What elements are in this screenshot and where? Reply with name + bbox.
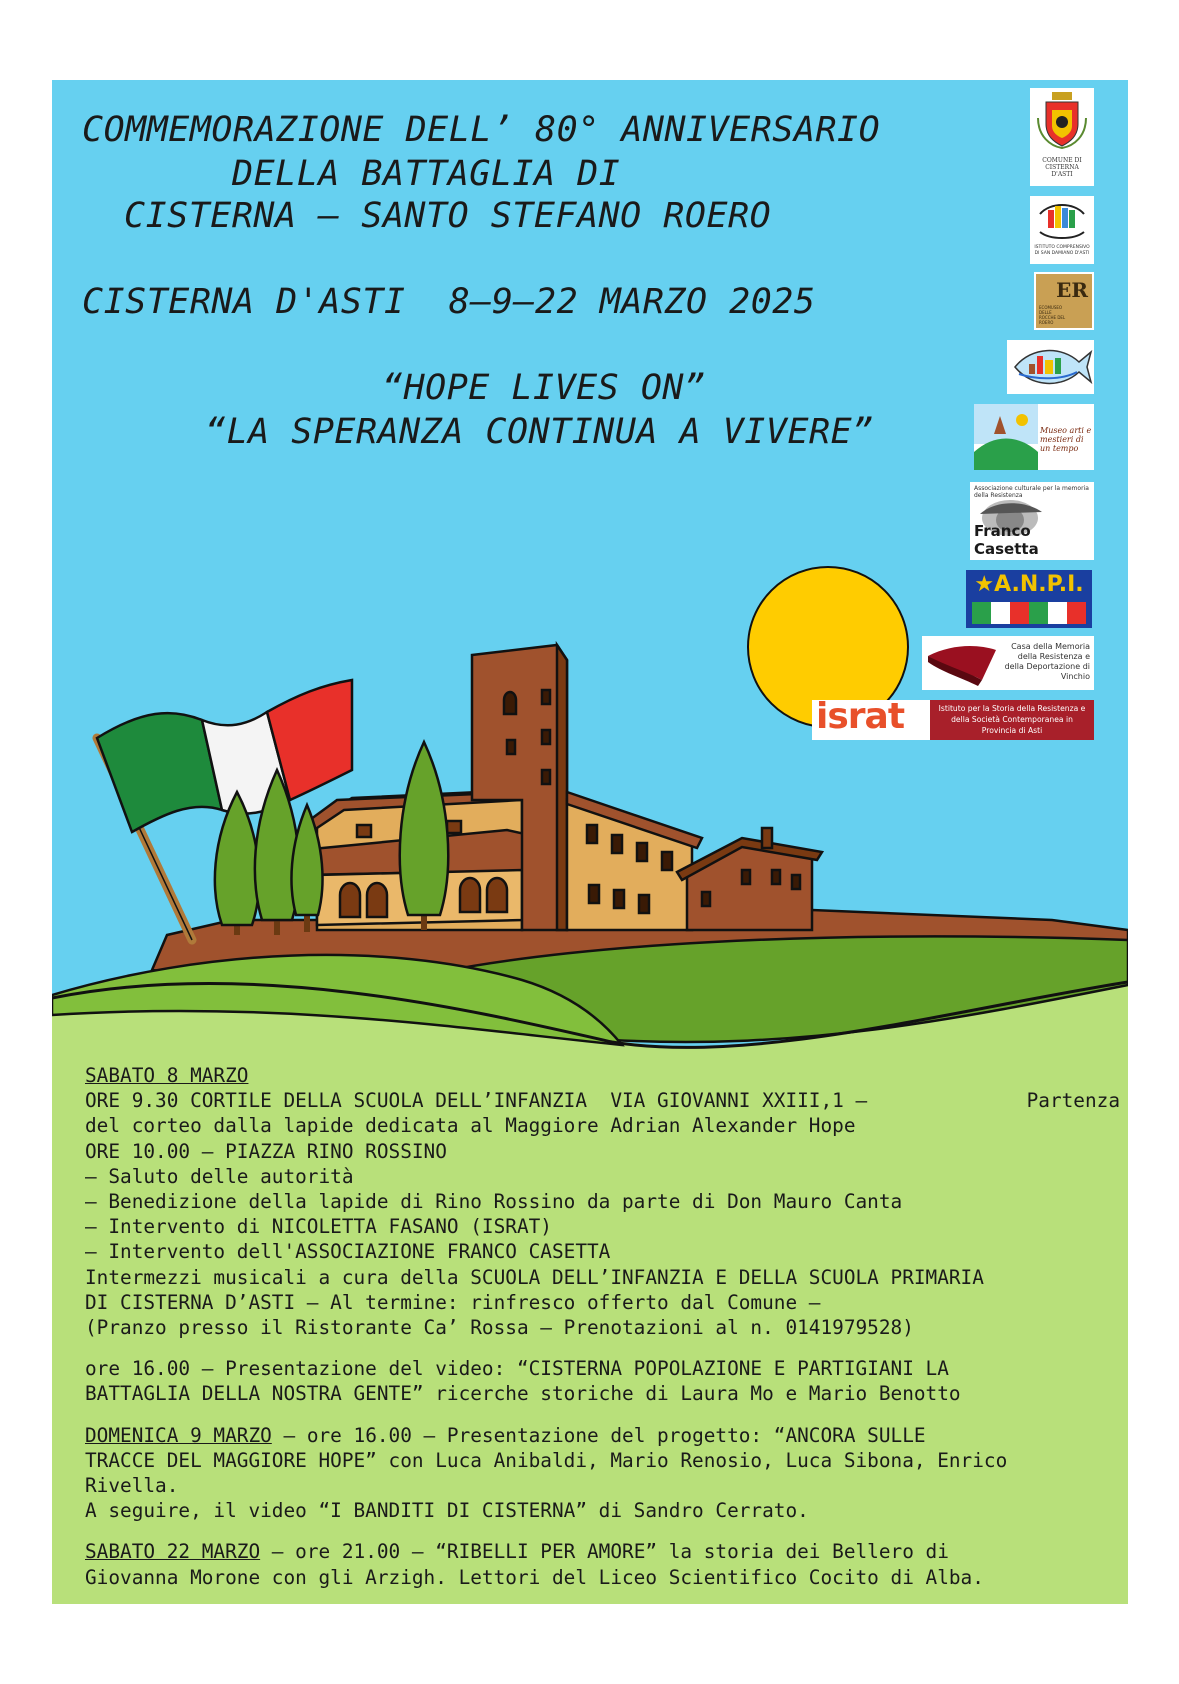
logo-anpi-label: ★A.N.P.I. bbox=[974, 572, 1084, 597]
program-line: del corteo dalla lapide dedicata al Maggiore Adrian Alexander Hope bbox=[85, 1114, 856, 1138]
program-line: – Saluto delle autorità bbox=[85, 1164, 354, 1188]
anpi-flag-stripes bbox=[972, 602, 1086, 624]
program bbox=[85, 1063, 1120, 1590]
logo-comune-label: COMUNE DI CISTERNA D'ASTI bbox=[1042, 157, 1082, 178]
coat-of-arms-icon bbox=[1030, 88, 1094, 152]
day-3-heading: SABATO 22 MARZO bbox=[85, 1540, 261, 1564]
program-line: Partenza bbox=[1026, 1089, 1120, 1113]
program-line: Rivella. bbox=[85, 1474, 179, 1498]
logo-israt-wordmark: israt bbox=[816, 700, 905, 737]
logo-israt bbox=[812, 700, 1094, 740]
program-line: TRACCE DEL MAGGIORE HOPE” con Luca Anibaldi, Mario Renosio, Luca Sibona, Enrico bbox=[85, 1448, 1008, 1472]
logo-casa-memoria-label: Casa della Memoria della Resistenza e della Deportazione di Vinchio bbox=[1004, 642, 1090, 681]
day-2-heading: DOMENICA 9 MARZO bbox=[85, 1423, 272, 1447]
motto-english: “HOPE LIVES ON” bbox=[382, 368, 706, 408]
red-wing-icon bbox=[922, 636, 1002, 690]
logo-fish-village bbox=[1007, 340, 1094, 394]
program-line: (Pranzo presso il Ristorante Ca’ Rossa – Prenotazioni al n. 0141979528) bbox=[85, 1316, 914, 1340]
event-dates: CISTERNA D'ASTI 8–9–22 MARZO 2025 bbox=[82, 282, 816, 322]
program-line: Giovanna Morone con gli Arzigh. Lettori del Liceo Scientifico Cocito di Alba. bbox=[85, 1565, 984, 1589]
italian-flag bbox=[97, 680, 352, 832]
fish-village-icon bbox=[1007, 340, 1094, 394]
program-line: Intermezzi musicali a cura della SCUOLA DELL’INFANZIA E DELLA SCUOLA PRIMARIA bbox=[85, 1265, 984, 1289]
program-line: ORE 9.30 CORTILE DELLA SCUOLA DELL’INFANZIA VIA GIOVANNI XXIII,1 – bbox=[85, 1089, 868, 1113]
program-line: – ore 21.00 – “RIBELLI PER AMORE” la storia dei Bellero di bbox=[260, 1540, 949, 1564]
program-line: ore 16.00 – Presentazione del video: “CISTERNA POPOLAZIONE E PARTIGIANI LA bbox=[85, 1357, 949, 1381]
logo-comune-cisterna bbox=[1030, 88, 1094, 186]
logo-franco-top: Associazione culturale per la memoria della Resistenza bbox=[974, 485, 1089, 499]
title-line-1: COMMEMORAZIONE DELL’ 80° ANNIVERSARIO bbox=[82, 110, 881, 150]
logo-ecomuseo-rocche bbox=[1034, 272, 1094, 330]
day-1-heading: SABATO 8 MARZO bbox=[85, 1064, 249, 1087]
title-line-2: DELLA BATTAGLIA DI bbox=[232, 154, 621, 194]
logo-franco-casetta bbox=[970, 482, 1094, 560]
program-line: – Intervento di NICOLETTA FASANO (ISRAT) bbox=[85, 1215, 552, 1239]
colorful-flag-icon bbox=[1030, 196, 1094, 240]
logo-istituto-comprensivo bbox=[1030, 196, 1094, 264]
logo-museo-label: Museo arti e mestieri di un tempo bbox=[1040, 426, 1092, 453]
program-line: BATTAGLIA DELLA NOSTRA GENTE” ricerche storiche di Laura Mo e Mario Benotto bbox=[85, 1382, 961, 1406]
program-line: – Intervento dell'ASSOCIAZIONE FRANCO CASETTA bbox=[85, 1240, 611, 1264]
logo-anpi bbox=[966, 570, 1092, 628]
logo-museo-arti-mestieri bbox=[974, 404, 1094, 470]
logo-israt-desc: Istituto per la Storia della Resistenza e della Società Contemporanea in Provincia di Asti bbox=[930, 700, 1094, 740]
logo-casa-memoria-vinchio bbox=[922, 636, 1094, 690]
program-line: A seguire, il video “I BANDITI DI CISTERNA” di Sandro Cerrato. bbox=[85, 1499, 809, 1523]
logo-ecomuseo-label: ECOMUSEO DELLE ROCCHE DEL ROERO bbox=[1039, 305, 1066, 325]
logo-istituto-label: ISTITUTO COMPRENSIVO DI SAN DAMIANO D'ASTI bbox=[1034, 245, 1090, 256]
motto-italian: “LA SPERANZA CONTINUA A VIVERE” bbox=[205, 412, 874, 452]
logo-franco-name: Franco Casetta bbox=[974, 522, 1039, 558]
program-line: – ore 16.00 – Presentazione del progetto: “ANCORA SULLE bbox=[271, 1423, 926, 1447]
program-line: – Benedizione della lapide di Rino Rossino da parte di Don Mauro Canta bbox=[85, 1190, 903, 1214]
castle bbox=[302, 645, 822, 930]
title-line-3: CISTERNA – SANTO STEFANO ROERO bbox=[124, 196, 772, 236]
program-line: ORE 10.00 – PIAZZA RINO ROSSINO bbox=[85, 1139, 447, 1163]
program-line: DI CISTERNA D’ASTI – Al termine: rinfresco offerto dal Comune – bbox=[85, 1290, 821, 1314]
poster bbox=[52, 80, 1128, 1604]
logo-ecomuseo-letters: ER bbox=[1056, 278, 1088, 302]
